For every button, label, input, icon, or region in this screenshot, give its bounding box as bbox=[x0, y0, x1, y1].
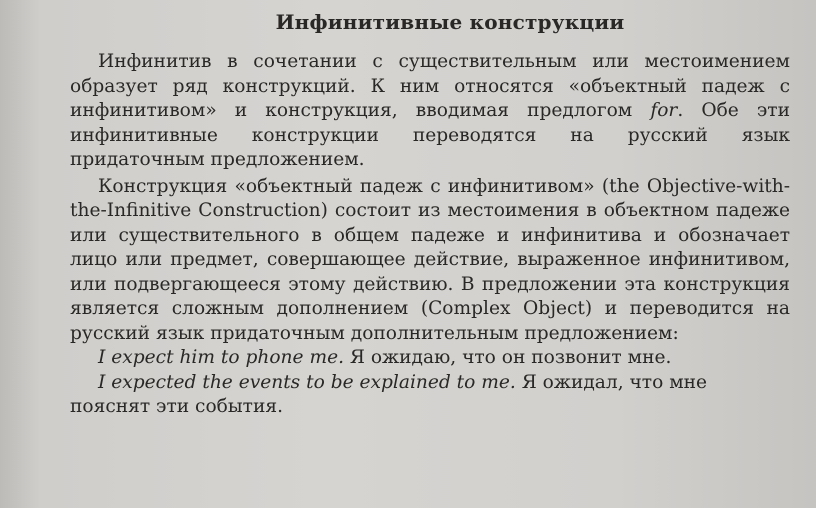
paragraph-1-part-2: . Обе эти инфинитивные конструкции переводятся на русский язык придаточным предложением. bbox=[70, 100, 790, 170]
example-2-english: I expected the events to be explained to me. bbox=[98, 371, 516, 393]
example-1-russian: Я ожидаю, что он позвонит мне. bbox=[344, 347, 672, 368]
preposition-for: for bbox=[650, 100, 678, 121]
example-1-english: I expect him to phone me. bbox=[98, 347, 344, 368]
page-shadow bbox=[0, 0, 40, 508]
example-1 bbox=[70, 346, 790, 371]
example-2-russian: Я ожидал, что мне пояснят эти события. bbox=[70, 371, 708, 417]
paragraph-1 bbox=[70, 50, 790, 173]
page-title: Инфинитивные конструкции bbox=[275, 10, 625, 34]
example-2 bbox=[70, 371, 790, 420]
paragraph-2: Конструкция «объектный падеж с инфинитивом» (the Objective-with-the-Infinitive Construction) состоит из местоимения в объектном падеже или существительного в общем падеже и инфинитива и обозначает лицо или предмет, совершающее действие, выраженное инфинитивом, или подвергающееся этому действию. В предложении эта конструкция является сложным дополнением (Complex Object) и переводится на русский язык придаточным дополнительным предложением: bbox=[70, 175, 790, 344]
paragraph-1-part-1: Инфинитив в сочетании с существительным или местоимением образует ряд конструкций. К ним относятся «объектный падеж с инфинитивом» и конструкция, вводимая предлогом bbox=[70, 51, 790, 121]
